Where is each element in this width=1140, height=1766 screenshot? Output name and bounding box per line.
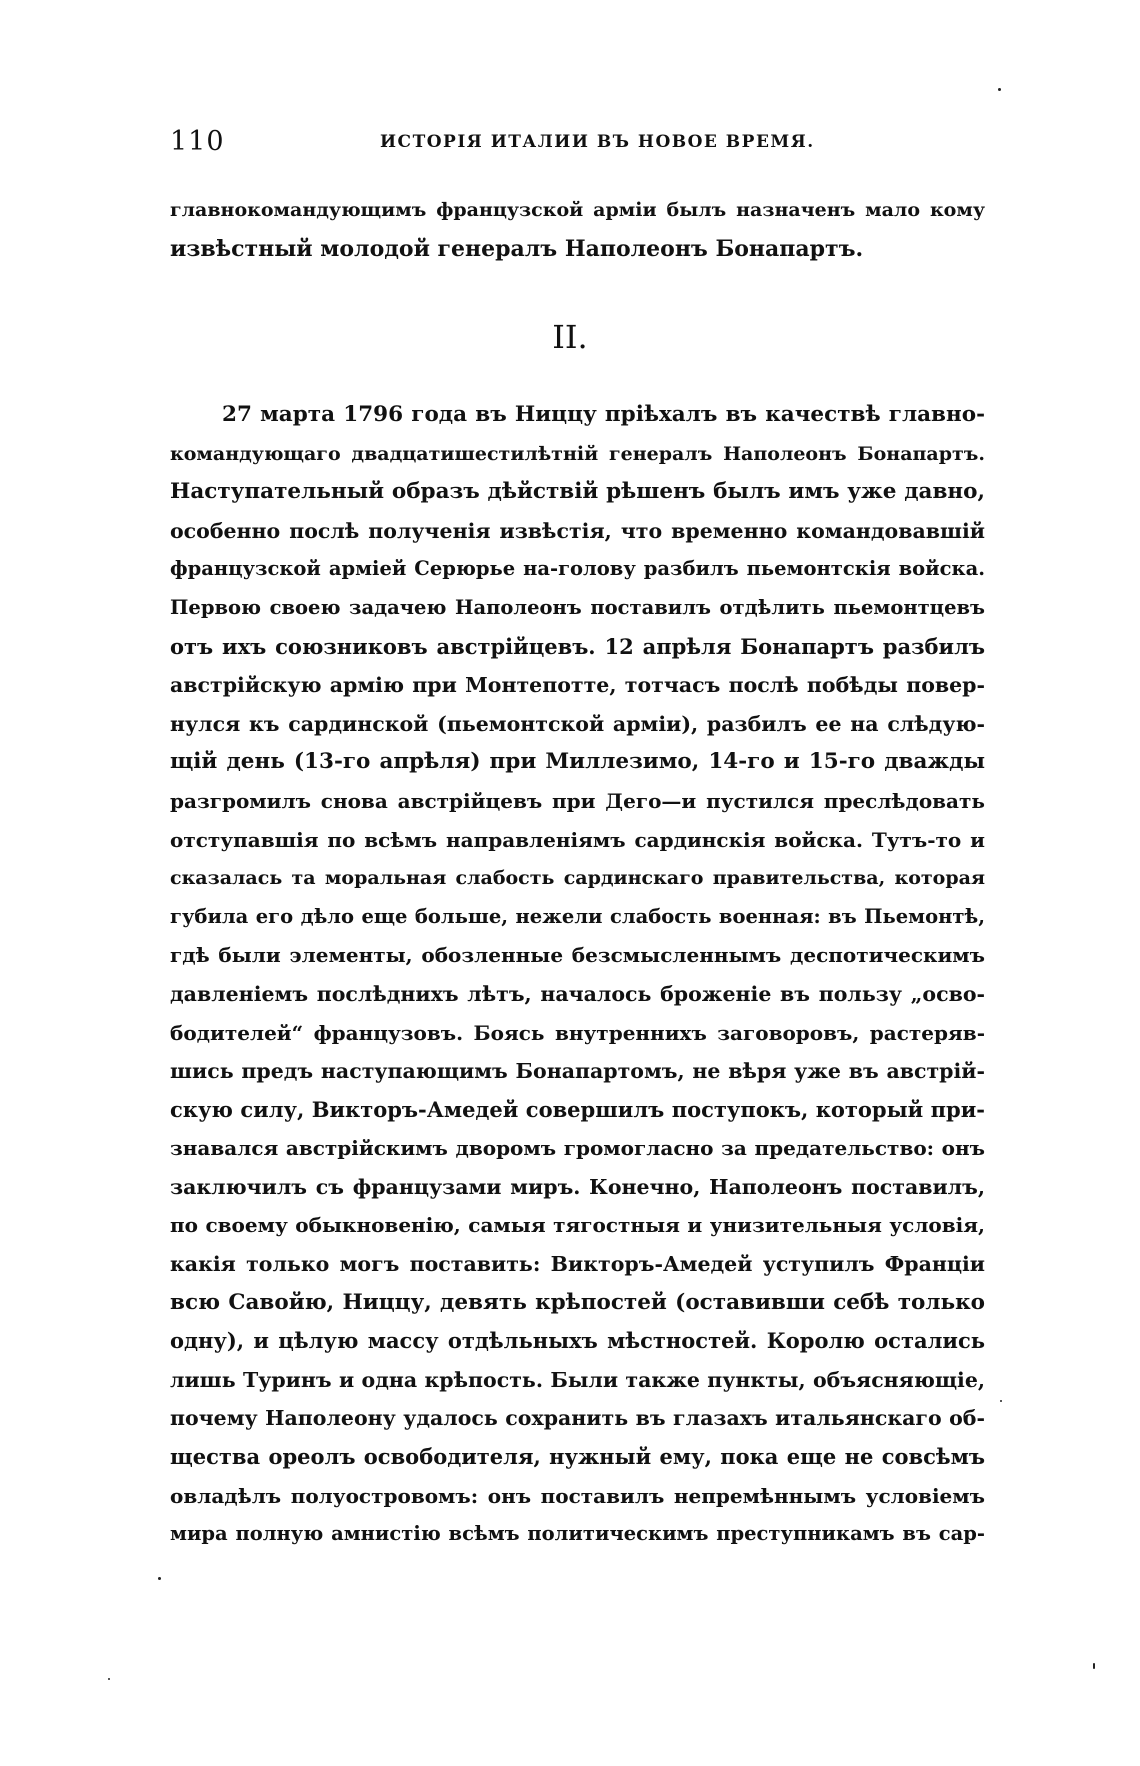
text-line: шись предъ наступающимъ Бонапартомъ, не вѣря уже въ австрій-: [170, 1059, 985, 1084]
text-line: какія только могъ поставить: Викторъ-Амедей уступилъ Франціи: [170, 1252, 985, 1277]
text-line: губила его дѣло еще больше, нежели слабость военная: въ Пьемонтѣ,: [170, 904, 985, 928]
text-line: французской арміей Серюрье на-голову разбилъ пьемонтскія войска.: [170, 557, 985, 581]
paragraph-continuation: [170, 191, 985, 268]
text-line: Первою своею задачею Наполеонъ поставилъ отдѣлить пьемонтцевъ: [170, 595, 985, 619]
text-line: отступавшія по всѣмъ направленіямъ сардинскія войска. Тутъ-то и: [170, 827, 985, 852]
text-line: лишь Туринъ и одна крѣпость. Были также пункты, объясняющіе,: [170, 1367, 985, 1392]
text-line: овладѣлъ полуостровомъ: онъ поставилъ непремѣннымъ условіемъ: [170, 1483, 985, 1508]
text-line: сказалась та моральная слабость сардинскаго правительства, которая: [170, 867, 985, 890]
text-line: мира полную амнистію всѣмъ политическимъ преступникамъ въ сар-: [170, 1522, 985, 1546]
text-line: Наступательный образъ дѣйствій рѣшенъ былъ имъ уже давно,: [170, 479, 985, 505]
text-line: давленіемъ послѣднихъ лѣтъ, началось броженіе въ пользу „осво-: [170, 981, 985, 1006]
scan-speck: [1093, 1663, 1095, 1669]
text-line: австрійскую армію при Монтепотте, тотчасъ послѣ побѣды повер-: [170, 673, 985, 698]
paragraph-main: [170, 396, 985, 1554]
text-line: главнокомандующимъ французской арміи былъ назначенъ мало кому: [170, 199, 985, 221]
text-line: заключилъ съ французами миръ. Конечно, Наполеонъ поставилъ,: [170, 1174, 985, 1199]
text-line: щества ореолъ освободителя, нужный ему, пока еще не совсѣмъ: [170, 1444, 985, 1470]
page-header: [170, 126, 985, 162]
text-line: нулся къ сардинской (пьемонтской арміи), разбилъ ее на слѣдую-: [170, 711, 985, 736]
text-line: отъ ихъ союзниковъ австрійцевъ. 12 апрѣля Бонапартъ разбилъ: [170, 633, 985, 659]
text-line: разгромилъ снова австрійцевъ при Дего—и пустился преслѣдовать: [170, 788, 985, 813]
text-line: скую силу, Викторъ-Амедей совершилъ поступокъ, который при-: [170, 1096, 985, 1122]
text-line: гдѣ были элементы, обозленные безсмысленнымъ деспотическимъ: [170, 943, 985, 968]
text-line: знавался австрійскимъ дворомъ громогласно за предательство: онъ: [170, 1136, 985, 1161]
text-line: почему Наполеону удалось сохранить въ глазахъ итальянскаго об-: [170, 1406, 985, 1431]
text-line: одну), и цѣлую массу отдѣльныхъ мѣстностей. Королю остались: [170, 1328, 985, 1354]
text-line: всю Савойю, Ниццу, девять крѣпостей (оставивши себѣ только: [170, 1289, 985, 1315]
section-heading: II.: [552, 318, 588, 356]
scan-speck: [1000, 1400, 1002, 1402]
text-line: бодителей“ французовъ. Боясь внутреннихъ заговоровъ, растеряв-: [170, 1020, 985, 1045]
text-line: 27 марта 1796 года въ Ниццу пріѣхалъ въ качествѣ главно-: [222, 402, 985, 427]
running-title: ИСТОРІЯ ИТАЛИИ ВЪ НОВОЕ ВРЕМЯ.: [380, 132, 815, 152]
scan-speck: [998, 88, 1001, 91]
text-line: извѣстный молодой генералъ Наполеонъ Бонапартъ.: [170, 235, 864, 262]
text-line: командующаго двадцатишестилѣтній генералъ Наполеонъ Бонапартъ.: [170, 442, 985, 465]
text-line: по своему обыкновенію, самыя тягостныя и унизительныя условія,: [170, 1213, 985, 1238]
scan-speck: [158, 1577, 161, 1580]
text-line: щій день (13-го апрѣля) при Миллезимо, 14-го и 15-го дважды: [170, 749, 985, 775]
text-line: особенно послѣ полученія извѣстія, что временно командовавшій: [170, 518, 985, 543]
scan-speck: [108, 1678, 110, 1680]
page-number: 110: [170, 126, 225, 157]
